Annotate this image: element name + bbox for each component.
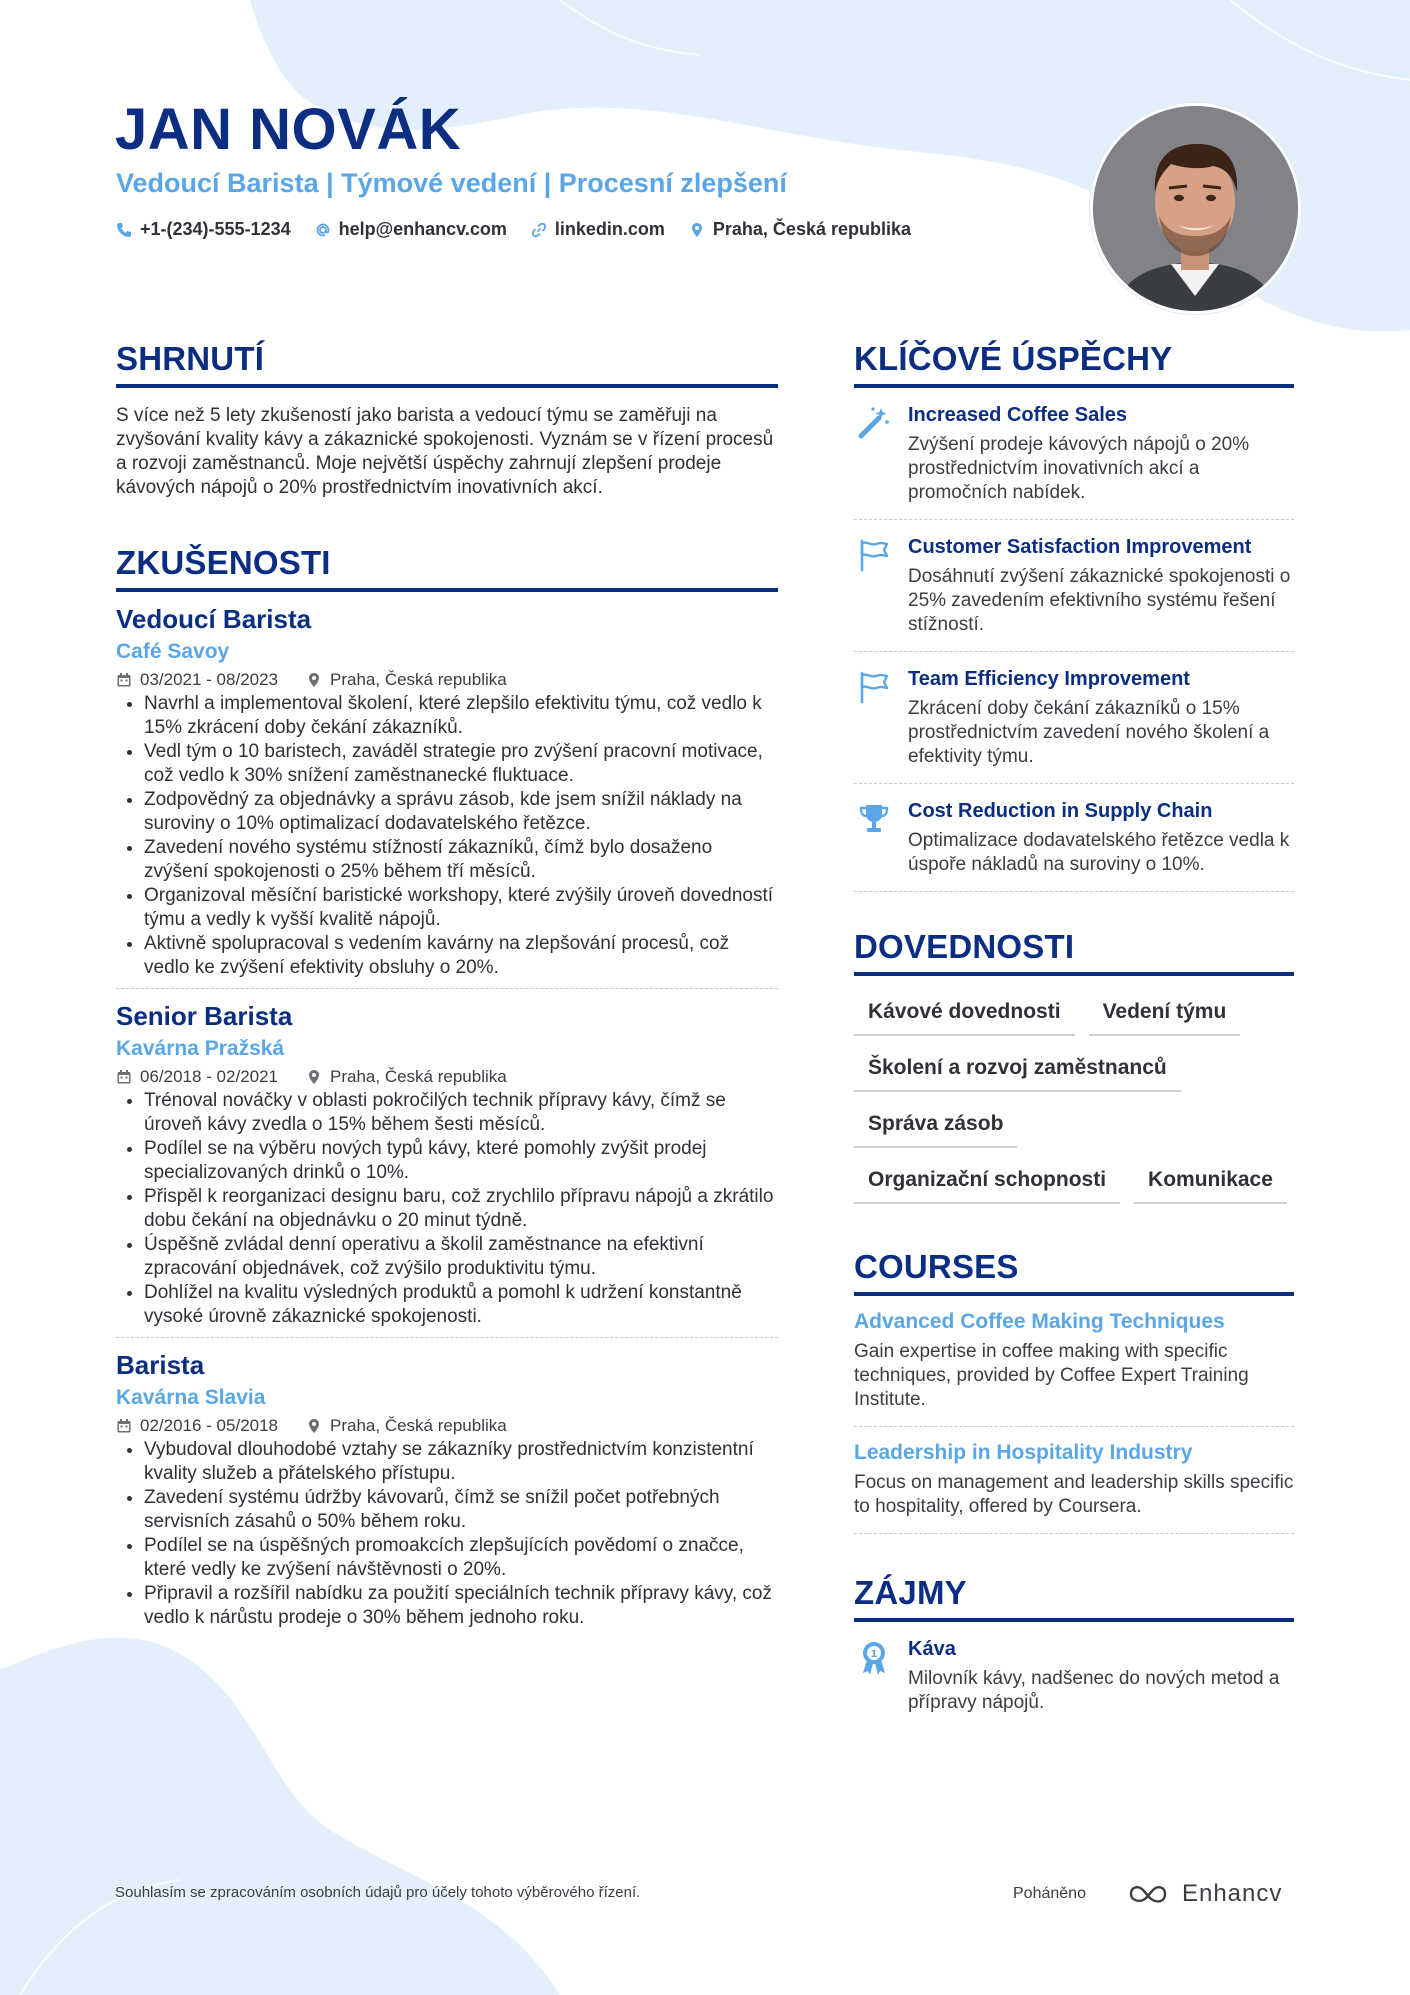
skills-title: DOVEDNOSTI <box>854 928 1294 976</box>
brand-logo[interactable] <box>1128 1880 1282 1908</box>
achievement-desc: Optimalizace dodavatelského řetězce vedla k úspoře nákladů na suroviny o 10%. <box>908 830 1290 875</box>
achievement-item <box>854 784 1294 892</box>
bullet: • Vybudoval dlouhodobé vztahy se zákazníky prostřednictvím konzistentní kvality služeb a přátelského přístupu. <box>144 1438 778 1486</box>
bullet: • Zavedení systému údržby kávovarů, čímž se snížil počet potřebných servisních zásahů o 50% během roku. <box>144 1486 778 1534</box>
svg-text:1: 1 <box>870 1649 878 1660</box>
course-item <box>854 1296 1294 1427</box>
job-meta <box>116 1416 778 1436</box>
job-bullets <box>116 1438 778 1630</box>
candidate-name: JAN NOVÁK <box>115 97 462 162</box>
calendar-icon <box>116 672 132 688</box>
profile-photo <box>1090 103 1301 314</box>
skills-list <box>854 996 1294 1204</box>
course-desc: Gain expertise in coffee making with specific techniques, provided by Coffee Expert Training Institute. <box>854 1341 1249 1410</box>
achievement-desc: Zkrácení doby čekání zákazníků o 15% prostřednictvím zavedení nového školení a efektivity týmu. <box>908 698 1270 767</box>
calendar-icon <box>116 1069 132 1085</box>
location-text: Praha, Česká republika <box>712 219 912 239</box>
job-bullets <box>116 1089 778 1329</box>
achievement-title: Increased Coffee Sales <box>908 404 1127 426</box>
flag-icon <box>857 538 891 572</box>
interest-item <box>854 1622 1294 1729</box>
location-pin-icon <box>306 672 322 688</box>
summary-text: S více než 5 lety zkušeností jako barista a vedoucí týmu se zaměřuji na zvyšování kvality kávy a zákaznické spokojenosti. Vyznám se v řízení procesů a rozvoji zaměstnanců. Moje největší úspěchy zahrnují zlepšení prodeje kávových nápojů o 20% prostřednictvím inovativních akcí. <box>116 405 774 498</box>
job-meta <box>116 1067 778 1087</box>
experience-title: ZKUŠENOSTI <box>116 544 778 592</box>
bullet: • Podílel se na výběru nových typů kávy, které pomohly zvýšit prodej specializovaných drinků o 10%. <box>144 1137 778 1185</box>
job-location: Praha, Česká republika <box>330 1067 507 1086</box>
contact-row <box>116 219 911 240</box>
at-icon <box>315 222 331 238</box>
achievement-title: Customer Satisfaction Improvement <box>908 536 1252 558</box>
skill-tag: Organizační schopnosti <box>854 1164 1120 1204</box>
bullet: • Úspěšně zvládal denní operativu a školil zaměstnance na efektivní zpracování objednávek, což zvýšilo produktivitu týmu. <box>144 1233 778 1281</box>
achievement-desc: Zvýšení prodeje kávových nápojů o 20% prostřednictvím inovativních akcí a promočních nabídek. <box>908 434 1250 503</box>
courses-title: COURSES <box>854 1248 1294 1296</box>
job-dates: 03/2021 - 08/2023 <box>140 670 279 689</box>
skill-tag: Kávové dovednosti <box>854 996 1075 1036</box>
bullet: • Zavedení nového systému stížností zákazníků, čímž bylo dosaženo zvýšení spokojenosti o 25% během tří měsíců. <box>144 836 778 884</box>
contact-phone[interactable] <box>116 219 291 240</box>
phone-text: +1-(234)-555-1234 <box>140 219 291 239</box>
location-pin-icon <box>689 222 705 238</box>
bullet: • Navrhl a implementoval školení, které zlepšilo efektivitu týmu, což vedlo k 15% zkrácení doby čekání zákazníků. <box>144 692 778 740</box>
phone-icon <box>116 222 132 238</box>
skill-tag: Komunikace <box>1134 1164 1287 1204</box>
bullet: • Trénoval nováčky v oblasti pokročilých technik přípravy kávy, čímž se úroveň kávy zvedla o 15% během šesti měsíců. <box>144 1089 778 1137</box>
job-location: Praha, Česká republika <box>330 670 507 689</box>
consent-note: Souhlasím se zpracováním osobních údajů pro účely tohoto výběrového řízení. <box>115 1884 641 1901</box>
job-title: Vedoucí Barista <box>116 604 312 634</box>
job-title: Senior Barista <box>116 1001 293 1031</box>
job-dates: 02/2016 - 05/2018 <box>140 1416 279 1435</box>
skill-tag: Vedení týmu <box>1089 996 1241 1036</box>
job-location: Praha, Česká republika <box>330 1416 507 1435</box>
job-meta <box>116 670 778 690</box>
linkedin-text: linkedin.com <box>554 219 665 239</box>
email-text: help@enhancv.com <box>338 219 507 239</box>
job-entry <box>116 592 778 989</box>
achievements-title: KLÍČOVÉ ÚSPĚCHY <box>854 340 1294 388</box>
bullet: • Vedl tým o 10 baristech, zaváděl strategie pro zvýšení pracovní motivace, což vedlo k 30% snížení zaměstnanecké fluktuace. <box>144 740 778 788</box>
bullet: • Dohlížel na kvalitu výsledných produktů a pomohl k udržení konstantně vysoké úrovně zákaznické spokojenosti. <box>144 1281 778 1329</box>
powered-label: Poháněno <box>1013 1885 1086 1902</box>
flag-icon <box>857 670 891 704</box>
achievement-item <box>854 388 1294 520</box>
right-column <box>854 340 1294 1729</box>
calendar-icon <box>116 1418 132 1434</box>
job-dates: 06/2018 - 02/2021 <box>140 1067 279 1086</box>
bullet: • Přispěl k reorganizaci designu baru, což zrychlilo přípravu nápojů a zkrátilo dobu čekání na objednávku o 20 minut týdně. <box>144 1185 778 1233</box>
job-entry <box>116 989 778 1338</box>
achievement-title: Cost Reduction in Supply Chain <box>908 800 1213 822</box>
job-title: Barista <box>116 1350 205 1380</box>
contact-linkedin[interactable] <box>531 219 665 240</box>
location-pin-icon <box>306 1069 322 1085</box>
course-desc: Focus on management and leadership skills specific to hospitality, offered by Coursera. <box>854 1472 1294 1517</box>
magic-wand-icon <box>857 406 891 440</box>
brand-name: Enhancv <box>1181 1880 1283 1907</box>
bullet: • Organizoval měsíční baristické workshopy, které zvýšily úroveň dovedností týmu a vedly k vyšší kvalitě nápojů. <box>144 884 778 932</box>
interests-title: ZÁJMY <box>854 1574 1294 1622</box>
achievement-title: Team Efficiency Improvement <box>908 668 1190 690</box>
interest-title: Káva <box>908 1638 956 1660</box>
contact-location <box>689 219 911 240</box>
summary-title: SHRNUTÍ <box>116 340 778 388</box>
bullet: • Podílel se na úspěšných promoakcích zlepšujících povědomí o značce, které vedly ke zvýšení návštěvnosti o 20%. <box>144 1534 778 1582</box>
achievement-desc: Dosáhnutí zvýšení zákaznické spokojenosti o 25% zavedením efektivního systému řešení stížností. <box>908 566 1291 635</box>
bullet: • Zodpovědný za objednávky a správu zásob, kde jsem snížil náklady na suroviny o 10% optimalizací dodavatelského řetězce. <box>144 788 778 836</box>
bullet: • Připravil a rozšířil nabídku za použití speciálních technik přípravy kávy, což vedlo k nárůstu prodeje o 30% během jednoho roku. <box>144 1582 778 1630</box>
medal-icon <box>857 1640 891 1676</box>
link-icon <box>531 222 547 238</box>
left-column <box>116 340 778 1638</box>
interest-desc: Milovník kávy, nadšenec do nových metod a přípravy nápojů. <box>908 1668 1280 1713</box>
achievement-item <box>854 520 1294 652</box>
skill-tag: Správa zásob <box>854 1108 1017 1148</box>
enhancv-logo-icon <box>1128 1882 1172 1906</box>
company-name: Café Savoy <box>116 640 230 663</box>
achievement-item <box>854 652 1294 784</box>
bullet: • Aktivně spolupracoval s vedením kavárny na zlepšování procesů, což vedlo ke zvýšení efektivity obsluhy o 20%. <box>144 932 778 980</box>
job-bullets <box>116 692 778 980</box>
company-name: Kavárna Pražská <box>116 1037 285 1060</box>
powered-by <box>1013 1880 1282 1908</box>
job-entry <box>116 1338 778 1638</box>
course-item <box>854 1427 1294 1534</box>
location-pin-icon <box>306 1418 322 1434</box>
trophy-icon <box>857 802 891 836</box>
course-title: Advanced Coffee Making Techniques <box>854 1310 1225 1333</box>
contact-email[interactable] <box>315 219 507 240</box>
headline: Vedoucí Barista | Týmové vedení | Procesní zlepšení <box>116 168 787 198</box>
company-name: Kavárna Slavia <box>116 1386 266 1409</box>
course-title: Leadership in Hospitality Industry <box>854 1441 1193 1464</box>
skill-tag: Školení a rozvoj zaměstnanců <box>854 1052 1181 1092</box>
